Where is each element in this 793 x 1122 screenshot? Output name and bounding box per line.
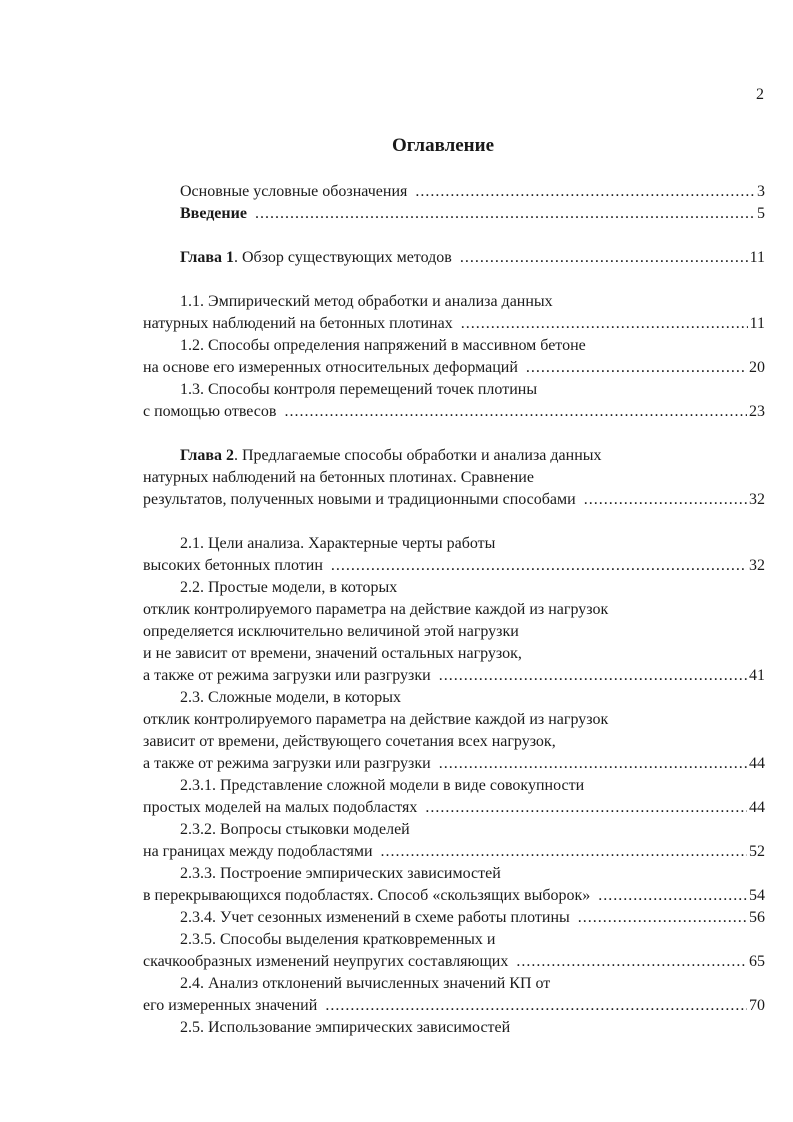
- page-title: Оглавление: [391, 135, 495, 156]
- toc-entry-2-3-3: 2.3.3. Построение эмпирических зависимостей в перекрывающихся подобластях. Способ «скользящих выборок» ..... 54: [143, 863, 765, 907]
- toc-entry-2-1: 2.1. Цели анализа. Характерные черты работы высоких бетонных плотин ..... 32: [143, 533, 765, 577]
- toc-entry-2-2: 2.2. Простые модели, в которых отклик контролируемого параметра на действие каждой из нагрузок определяется исключительно величиной этой нагрузки и не зависит от времени, значений остальных нагрузок, а также от режима загрузки или разгрузки ..... 41: [143, 577, 765, 687]
- toc-entry-1-3: 1.3. Способы контроля перемещений точек плотины с помощью отвесов ..... 23: [143, 379, 765, 423]
- dot-leader: [425, 797, 747, 819]
- toc-entry-2-3-1: 2.3.1. Представление сложной модели в виде совокупности простых моделей на малых подобластях ..... 44: [143, 775, 765, 819]
- toc-entry-1-2: 1.2. Способы определения напряжений в массивном бетоне на основе его измеренных относительных деформаций ..... 20: [143, 335, 765, 379]
- toc-entry-chapter-1: Глава 1. Обзор существующих методов ..... 11: [143, 247, 765, 269]
- toc-entry-notation: Основные условные обозначения ..... 3: [143, 181, 765, 203]
- toc-entry-2-3: 2.3. Сложные модели, в которых отклик контролируемого параметра на действие каждой из нагрузок зависит от времени, действующего сочетания всех нагрузок, а также от режима загрузки или разгрузки ..... 44: [143, 687, 765, 775]
- toc-entry-1-1: 1.1. Эмпирический метод обработки и анализа данных натурных наблюдений на бетонных плотинах ..... 11: [143, 291, 765, 335]
- dot-leader: [325, 995, 747, 1017]
- dot-leader: [331, 555, 747, 577]
- dot-leader: [284, 401, 747, 423]
- toc-entry-2-3-4: 2.3.4. Учет сезонных изменений в схеме работы плотины ..... 56: [143, 907, 765, 929]
- dot-leader: [578, 907, 747, 929]
- dot-leader: [381, 841, 747, 863]
- table-of-contents: [143, 181, 765, 1039]
- toc-entry-2-4: 2.4. Анализ отклонений вычисленных значений КП от его измеренных значений ..... 70: [143, 973, 765, 1017]
- dot-leader: [460, 247, 748, 269]
- dot-leader: [526, 357, 747, 379]
- toc-entry-intro: Введение ..... 5: [143, 203, 765, 225]
- dot-leader: [584, 489, 747, 511]
- toc-entry-2-3-2: 2.3.2. Вопросы стыковки моделей на границах между подобластями ..... 52: [143, 819, 765, 863]
- toc-entry-2-5: 2.5. Использование эмпирических зависимостей: [180, 1019, 511, 1036]
- dot-leader: [415, 181, 755, 203]
- dot-leader: [598, 885, 747, 907]
- toc-entry-chapter-2: Глава 2. Предлагаемые способы обработки и анализа данных натурных наблюдений на бетонных плотинах. Сравнение результатов, полученных новыми и традиционными способами ..... 32: [143, 445, 765, 511]
- dot-leader: [439, 665, 747, 687]
- dot-leader: [461, 313, 748, 335]
- dot-leader: [439, 753, 747, 775]
- toc-entry-2-3-5: 2.3.5. Способы выделения кратковременных и скачкообразных изменений неупругих составляющих ..... 65: [143, 929, 765, 973]
- dot-leader: [516, 951, 747, 973]
- page-number: 2: [756, 86, 764, 103]
- dot-leader: [255, 203, 755, 225]
